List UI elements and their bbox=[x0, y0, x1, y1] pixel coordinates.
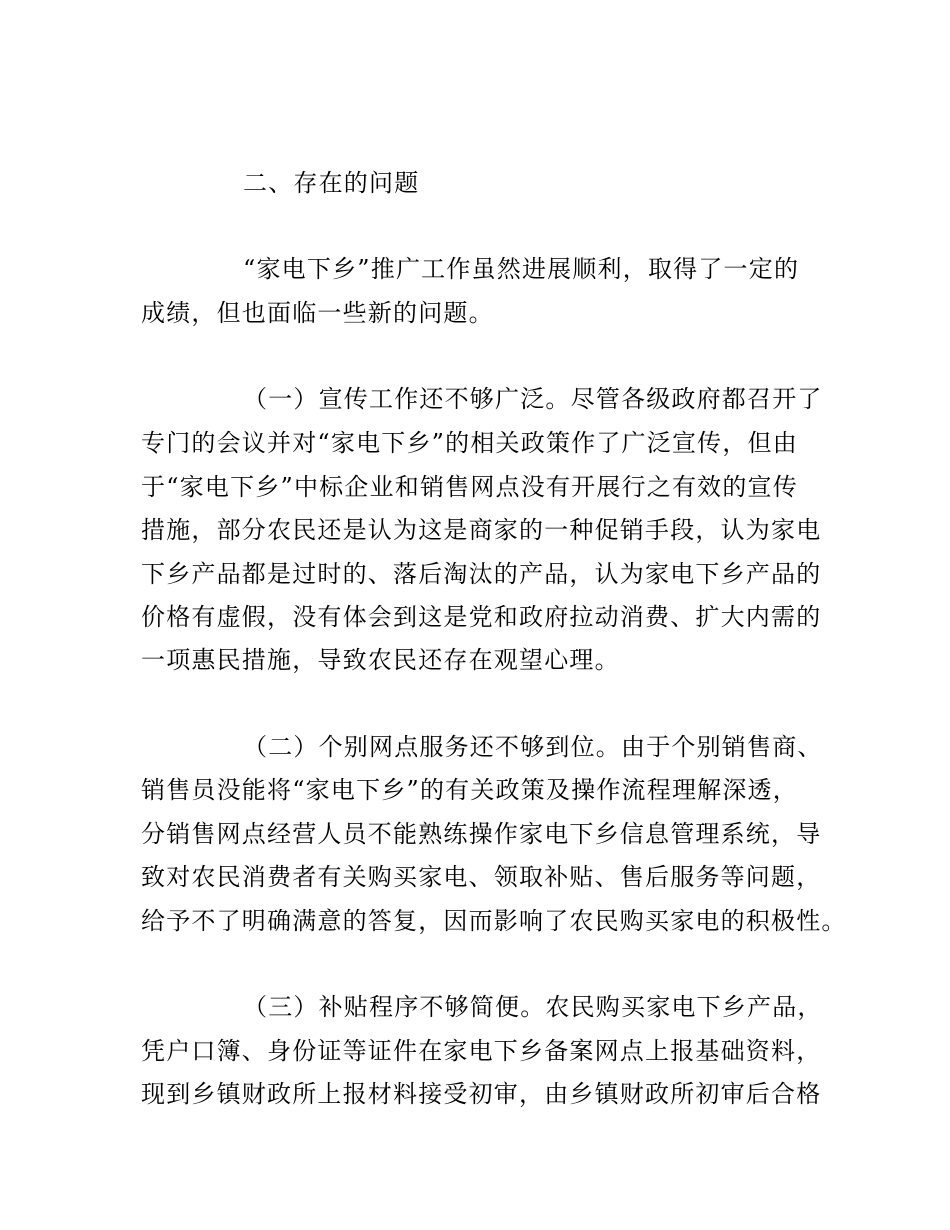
paragraph-line: （二）个别网点服务还不够到位。由于个别销售商、 bbox=[243, 733, 823, 761]
paragraph-line: 专门的会议并对“家电下乡”的相关政策作了广泛宣传，但由 bbox=[141, 429, 798, 457]
paragraph-line: “家电下乡”推广工作虽然进展顺利，取得了一定的 bbox=[243, 255, 800, 283]
paragraph-line: 于“家电下乡”中标企业和销售网点没有开展行之有效的宣传 bbox=[141, 473, 798, 501]
paragraph-line: 给予不了明确满意的答复，因而影响了农民购买家电的积极性。 bbox=[141, 907, 847, 935]
paragraph-line: 成绩，但也面临一些新的问题。 bbox=[141, 299, 494, 327]
paragraph-line: （一）宣传工作还不够广泛。尽管各级政府都召开了 bbox=[243, 385, 823, 413]
paragraph-line: （三）补贴程序不够简便。农民购买家电下乡产品， bbox=[243, 993, 823, 1021]
paragraph-line: 一项惠民措施，导致农民还存在观望心理。 bbox=[141, 646, 620, 674]
paragraph-line: 现到乡镇财政所上报材料接受初审，由乡镇财政所初审后合格 bbox=[141, 1080, 822, 1108]
paragraph-line: 致对农民消费者有关购买家电、领取补贴、售后服务等问题， bbox=[141, 863, 822, 891]
paragraph-line: 分销售网点经营人员不能熟练操作家电下乡信息管理系统，导 bbox=[141, 820, 822, 848]
paragraph-line: 价格有虚假，没有体会到这是党和政府拉动消费、扩大内需的 bbox=[141, 603, 822, 631]
paragraph-line: 凭户口簿、身份证等证件在家电下乡备案网点上报基础资料， bbox=[141, 1037, 822, 1065]
section-heading: 二、存在的问题 bbox=[243, 169, 420, 197]
paragraph-line: 下乡产品都是过时的、落后淘汰的产品，认为家电下乡产品的 bbox=[141, 560, 822, 588]
paragraph-line: 措施，部分农民还是认为这是商家的一种促销手段，认为家电 bbox=[141, 516, 822, 544]
paragraph-line: 销售员没能将“家电下乡”的有关政策及操作流程理解深透， bbox=[141, 776, 798, 804]
